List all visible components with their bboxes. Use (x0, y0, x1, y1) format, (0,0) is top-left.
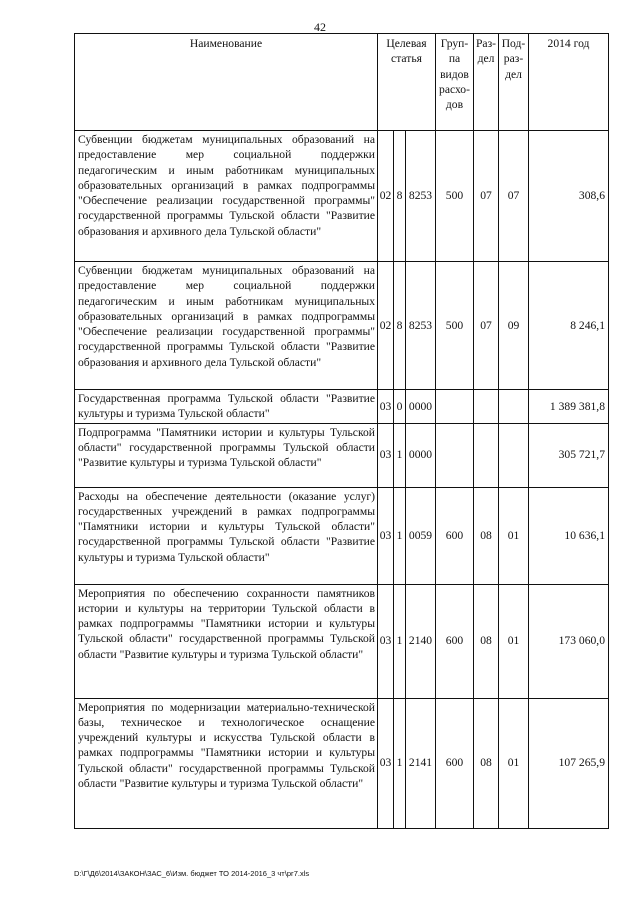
table-row (75, 698, 609, 828)
row-expense-group: 500 (436, 262, 474, 390)
row-name: Субвенции бюджетам муниципальных образований на предоставление мер социальной поддержки педагогическим и иным работникам муниципальных образовательных организаций в рамках подпрограммы "Обеспечение реализации государственной программы" государственной программы Тульской области "Развитие образования и архивного дела Тульской области" (75, 262, 378, 390)
row-article-part3: 2141 (406, 698, 436, 828)
row-expense-group: 600 (436, 487, 474, 584)
row-subsection (499, 423, 529, 487)
row-article-part2: 0 (394, 390, 406, 424)
header-expense-group: Груп-па видов расхо-дов (436, 34, 474, 131)
row-expense-group: 600 (436, 584, 474, 698)
header-target-article: Целевая статья (378, 34, 436, 131)
row-subsection: 01 (499, 487, 529, 584)
row-section: 08 (474, 584, 499, 698)
row-amount: 107 265,9 (529, 698, 609, 828)
row-amount: 8 246,1 (529, 262, 609, 390)
row-name: Субвенции бюджетам муниципальных образований на предоставление мер социальной поддержки педагогическим и иным работникам муниципальных образовательных организаций в рамках подпрограммы "Обеспечение реализации государственной программы" государственной программы Тульской области "Развитие образования и архивного дела Тульской области" (75, 131, 378, 262)
row-article-part3: 0059 (406, 487, 436, 584)
row-section (474, 423, 499, 487)
row-expense-group: 600 (436, 698, 474, 828)
row-article-part2: 8 (394, 131, 406, 262)
row-article-part1: 03 (378, 487, 394, 584)
row-subsection: 07 (499, 131, 529, 262)
row-article-part1: 03 (378, 390, 394, 424)
row-expense-group (436, 423, 474, 487)
table-row (75, 390, 609, 424)
row-section: 08 (474, 698, 499, 828)
row-article-part3: 0000 (406, 423, 436, 487)
table-row (75, 487, 609, 584)
table-row (75, 584, 609, 698)
table-row (75, 262, 609, 390)
row-amount: 173 060,0 (529, 584, 609, 698)
row-article-part1: 02 (378, 262, 394, 390)
row-name: Расходы на обеспечение деятельности (оказание услуг) государственных учреждений в рамках подпрограммы "Памятники истории и культуры Тульской области" государственной программы Тульской области "Развитие культуры и туризма Тульской области" (75, 487, 378, 584)
header-year: 2014 год (529, 34, 609, 131)
row-article-part3: 2140 (406, 584, 436, 698)
row-section: 07 (474, 262, 499, 390)
table-row (75, 423, 609, 487)
header-name: Наименование (75, 34, 378, 131)
row-article-part2: 1 (394, 698, 406, 828)
row-amount: 305 721,7 (529, 423, 609, 487)
row-amount: 1 389 381,8 (529, 390, 609, 424)
table-row (75, 131, 609, 262)
row-subsection: 01 (499, 584, 529, 698)
row-article-part2: 8 (394, 262, 406, 390)
row-subsection (499, 390, 529, 424)
row-article-part1: 02 (378, 131, 394, 262)
row-article-part3: 8253 (406, 131, 436, 262)
row-article-part1: 03 (378, 423, 394, 487)
table-header-row (75, 34, 609, 131)
row-name: Мероприятия по обеспечению сохранности памятников истории и культуры на территории Тульской области в рамках подпрограммы "Памятники истории и культуры Тульской области" государственной программы Тульской области "Развитие культуры и туризма Тульской области" (75, 584, 378, 698)
row-section: 07 (474, 131, 499, 262)
row-expense-group: 500 (436, 131, 474, 262)
row-article-part3: 8253 (406, 262, 436, 390)
row-expense-group (436, 390, 474, 424)
row-name: Государственная программа Тульской области "Развитие культуры и туризма Тульской области" (75, 390, 378, 424)
budget-table (74, 33, 609, 829)
row-subsection: 01 (499, 698, 529, 828)
file-path-footer: D:\Г\Д6\2014\ЗАКОН\ЗАС_6\Изм. бюджет ТО 2014-2016_3 чт\рг7.xls (74, 869, 310, 878)
row-section (474, 390, 499, 424)
row-subsection: 09 (499, 262, 529, 390)
row-article-part2: 1 (394, 423, 406, 487)
row-section: 08 (474, 487, 499, 584)
header-section: Раз-дел (474, 34, 499, 131)
header-subsection: Под-раз-дел (499, 34, 529, 131)
row-article-part1: 03 (378, 698, 394, 828)
row-name: Мероприятия по модернизации материально-технической базы, техническое и технологическое оснащение учреждений культуры и искусства Тульской области в рамках подпрограммы "Памятники истории и культуры Тульской области" государственной программы Тульской области "Развитие культуры и туризма Тульской области" (75, 698, 378, 828)
page-number: 42 (314, 20, 326, 34)
row-amount: 10 636,1 (529, 487, 609, 584)
row-name: Подпрограмма "Памятники истории и культуры Тульской области" государственной программы Тульской области "Развитие культуры и туризма Тульской области" (75, 423, 378, 487)
row-article-part2: 1 (394, 584, 406, 698)
row-article-part1: 03 (378, 584, 394, 698)
row-article-part3: 0000 (406, 390, 436, 424)
row-amount: 308,6 (529, 131, 609, 262)
row-article-part2: 1 (394, 487, 406, 584)
